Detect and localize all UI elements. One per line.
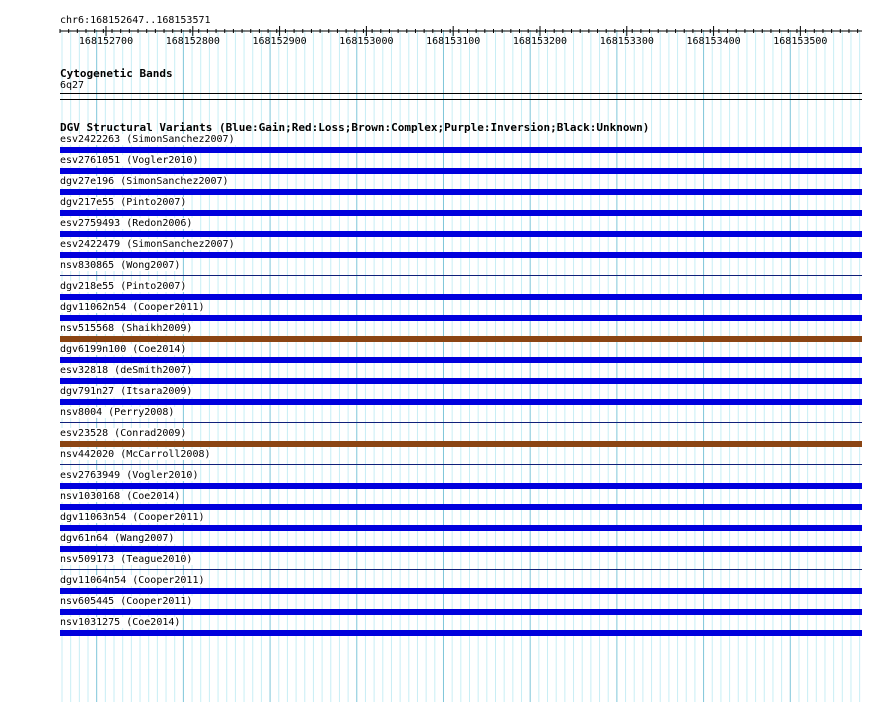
dgv-feature-label[interactable]: dgv11062n54 (Cooper2011) [60, 302, 205, 313]
dgv-feature-bar-gain[interactable] [60, 483, 862, 489]
dgv-feature-label[interactable]: nsv1031275 (Coe2014) [60, 617, 181, 628]
ruler-tick-label: 168152700 [78, 36, 134, 47]
dgv-feature-label[interactable]: nsv515568 (Shaikh2009) [60, 323, 193, 334]
dgv-feature-bar-gain[interactable] [60, 378, 862, 384]
dgv-feature-bar-gain[interactable] [60, 210, 862, 216]
dgv-feature-label[interactable]: dgv61n64 (Wang2007) [60, 533, 175, 544]
dgv-feature-bar-gain[interactable] [60, 546, 862, 552]
dgv-feature-label[interactable]: nsv1030168 (Coe2014) [60, 491, 181, 502]
dgv-feature-label[interactable]: nsv605445 (Cooper2011) [60, 596, 193, 607]
ruler-tick-label: 168153200 [512, 36, 568, 47]
dgv-feature-label[interactable]: esv2422263 (SimonSanchez2007) [60, 134, 235, 145]
dgv-feature-bar-complex[interactable] [60, 441, 862, 447]
dgv-feature-label[interactable]: dgv11064n54 (Cooper2011) [60, 575, 205, 586]
dgv-feature-separator [60, 464, 862, 465]
dgv-feature-bar-gain[interactable] [60, 147, 862, 153]
dgv-feature-bar-gain[interactable] [60, 231, 862, 237]
dgv-feature-label[interactable]: nsv8004 (Perry2008) [60, 407, 175, 418]
dgv-feature-label[interactable]: dgv217e55 (Pinto2007) [60, 197, 187, 208]
dgv-feature-bar-gain[interactable] [60, 609, 862, 615]
dgv-feature-label[interactable]: dgv27e196 (SimonSanchez2007) [60, 176, 229, 187]
dgv-feature-bar-gain[interactable] [60, 189, 862, 195]
dgv-feature-bar-complex[interactable] [60, 336, 862, 342]
dgv-feature-label[interactable]: nsv830865 (Wong2007) [60, 260, 181, 271]
cytoband-track-divider-top [60, 93, 862, 94]
dgv-feature-bar-gain[interactable] [60, 252, 862, 258]
dgv-feature-bar-gain[interactable] [60, 399, 862, 405]
ruler-tick-label: 168152800 [165, 36, 220, 47]
dgv-feature-label[interactable]: dgv791n27 (Itsara2009) [60, 386, 193, 397]
ruler-tick-label: 168152900 [252, 36, 307, 47]
dgv-feature-label[interactable]: dgv218e55 (Pinto2007) [60, 281, 187, 292]
dgv-track-title: DGV Structural Variants (Blue:Gain;Red:Loss;Brown:Complex;Purple:Inversion;Black:Unknown) [60, 121, 650, 134]
dgv-feature-bar-gain[interactable] [60, 357, 862, 363]
dgv-feature-label[interactable]: nsv442020 (McCarroll2008) [60, 449, 211, 460]
cytoband-track-title: Cytogenetic Bands [60, 67, 173, 80]
locus-label: chr6:168152647..168153571 [60, 15, 211, 26]
ruler-tick-label: 168153400 [686, 36, 741, 47]
cytoband-label: 6q27 [60, 80, 85, 91]
dgv-feature-bar-gain[interactable] [60, 168, 862, 174]
dgv-feature-label[interactable]: dgv6199n100 (Coe2014) [60, 344, 187, 355]
dgv-feature-separator [60, 275, 862, 276]
ruler-tick-label: 168153000 [339, 36, 394, 47]
position-ruler [0, 0, 890, 60]
ruler-tick-label: 168153100 [426, 36, 481, 47]
dgv-feature-label[interactable]: esv23528 (Conrad2009) [60, 428, 187, 439]
dgv-feature-label[interactable]: esv2422479 (SimonSanchez2007) [60, 239, 235, 250]
dgv-feature-label[interactable]: esv32818 (deSmith2007) [60, 365, 193, 376]
dgv-feature-label[interactable]: nsv509173 (Teague2010) [60, 554, 193, 565]
dgv-feature-bar-gain[interactable] [60, 504, 862, 510]
dgv-feature-label[interactable]: esv2763949 (Vogler2010) [60, 470, 199, 481]
dgv-feature-label[interactable]: esv2759493 (Redon2006) [60, 218, 193, 229]
dgv-feature-bar-gain[interactable] [60, 315, 862, 321]
dgv-feature-label[interactable]: dgv11063n54 (Cooper2011) [60, 512, 205, 523]
ruler-tick-label: 168153300 [599, 36, 654, 47]
dgv-feature-bar-gain[interactable] [60, 588, 862, 594]
dgv-feature-bar-gain[interactable] [60, 525, 862, 531]
cytoband-track-divider-bottom [60, 99, 862, 100]
dgv-feature-separator [60, 569, 862, 570]
dgv-feature-bar-gain[interactable] [60, 294, 862, 300]
dgv-feature-bar-gain[interactable] [60, 630, 862, 636]
dgv-feature-label[interactable]: esv2761051 (Vogler2010) [60, 155, 199, 166]
dgv-feature-separator [60, 422, 862, 423]
ruler-tick-label: 168153500 [773, 36, 828, 47]
